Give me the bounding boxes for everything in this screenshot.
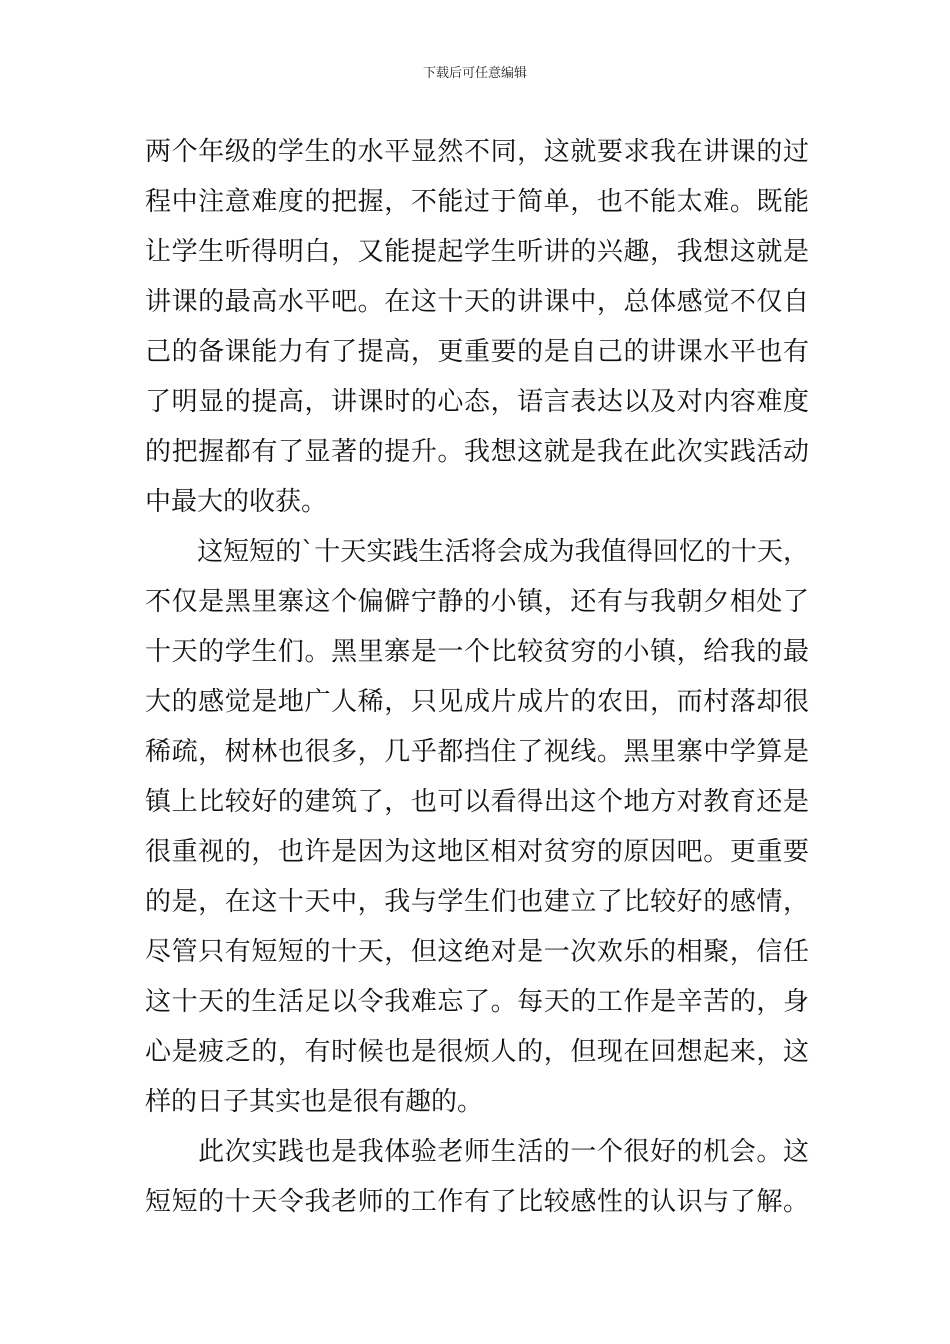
text-line: 己的备课能力有了提高，更重要的是自己的讲课水平也有 <box>145 337 809 367</box>
text-line: 的是，在这十天中，我与学生们也建立了比较好的感情， <box>145 887 809 917</box>
text-line: 尽管只有短短的十天，但这绝对是一次欢乐的相聚，信任 <box>145 937 809 967</box>
text-line: 让学生听得明白，又能提起学生听讲的兴趣，我想这就是 <box>145 237 809 267</box>
text-line: 这十天的生活足以令我难忘了。每天的工作是辛苦的，身 <box>145 987 809 1017</box>
text-line: 心是疲乏的，有时候也是很烦人的，但现在回想起来，这 <box>145 1037 809 1067</box>
text-line: 这短短的`十天实践生活将会成为我值得回忆的十天， <box>145 537 809 567</box>
text-line: 很重视的，也许是因为这地区相对贫穷的原因吧。更重要 <box>145 837 809 867</box>
text-line: 讲课的最高水平吧。在这十天的讲课中，总体感觉不仅自 <box>145 287 809 317</box>
body-text <box>145 127 809 1227</box>
page-header: 下载后可任意编辑 <box>422 66 527 81</box>
text-line: 十天的学生们。黑里寨是一个比较贫穷的小镇，给我的最 <box>145 637 809 667</box>
text-line: 中最大的收获。 <box>145 487 328 517</box>
text-line: 了明显的提高，讲课时的心态，语言表达以及对内容难度 <box>145 387 809 417</box>
text-line: 程中注意难度的把握，不能过于简单，也不能太难。既能 <box>145 187 809 217</box>
text-line: 样的日子其实也是很有趣的。 <box>145 1087 484 1117</box>
text-line: 稀疏，树林也很多，几乎都挡住了视线。黑里寨中学算是 <box>145 737 809 767</box>
text-line: 此次实践也是我体验老师生活的一个很好的机会。这 <box>145 1137 809 1167</box>
text-line: 短短的十天令我老师的工作有了比较感性的认识与了解。 <box>145 1187 809 1217</box>
text-line: 镇上比较好的建筑了，也可以看得出这个地方对教育还是 <box>145 787 809 817</box>
text-line: 的把握都有了显著的提升。我想这就是我在此次实践活动 <box>145 437 809 467</box>
text-line: 不仅是黑里寨这个偏僻宁静的小镇，还有与我朝夕相处了 <box>145 587 809 617</box>
text-line: 两个年级的学生的水平显然不同，这就要求我在讲课的过 <box>145 137 809 167</box>
text-line: 大的感觉是地广人稀，只见成片成片的农田，而村落却很 <box>145 687 809 717</box>
